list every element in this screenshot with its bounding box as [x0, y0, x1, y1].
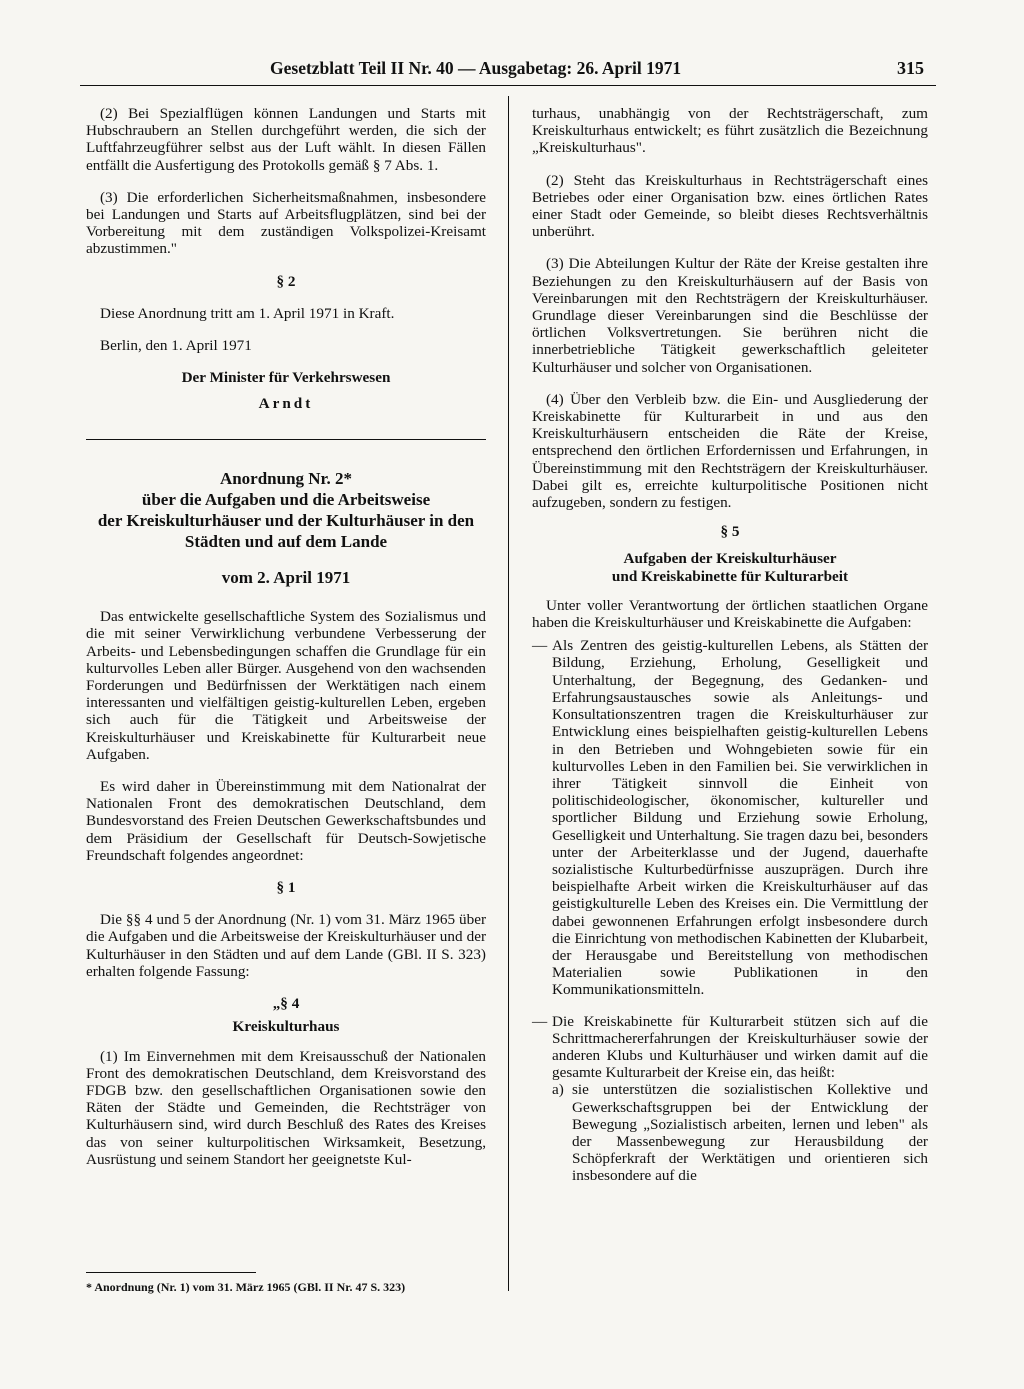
section-4-paragraph-1: (1) Im Einvernehmen mit dem Kreisausschuß der Nationalen Front des demokratischen Deutschland, dem Kreisvorstand des FDGB bzw. den gesellschaftlichen Organisationen sowie den Räten der Städte und Gemeinden, die Rechtsträger von Kulturhäusern sind, wird durch Beschluß des Rates des Kreises das von seiner kulturpolitischen Wirksamkeit, Besetzung, Ausrüstung und seinem Standort her geeignetste Kul-	[86, 1047, 486, 1168]
section-4-paragraph-4: (4) Über den Verbleib bzw. die Ein- und Ausgliederung der Kreiskabinette für Kulturarbeit in und aus den Kreiskulturhäusern entscheiden die Räte der Kreise, entsprechend den örtlichen Erfordernissen und Erfahrungen, in Übereinstimmung mit den Rechtsträgern der Kreiskulturhäuser. Dabei gilt es, erreichte kulturpolitische Positionen nicht aufzugeben, sondern zu festigen.	[532, 390, 928, 512]
paragraph-date-place: Berlin, den 1. April 1971	[100, 337, 252, 355]
paragraph-3-sicherheit: (3) Die erforderlichen Sicherheitsmaßnahmen, insbesondere bei Landungen und Starts auf Arbeitsflugplätzen, sind bei der Vorbereitung mit dem zuständigen Volkspolizei-Kreisamt abzustimmen."	[86, 188, 486, 258]
paragraph-2-landungen: (2) Bei Spezialflügen können Landungen und Starts mit Hubschraubern an Stellen durchgeführt werden, die sich der Luftfahrzeugführer selbst aus der Luft wählt. In diesen Fällen entfällt die Ausfertigung des Protokolls gemäß § 7 Abs. 1.	[86, 105, 486, 174]
section-4-title: Kreiskulturhaus	[232, 1018, 340, 1036]
section-4-paragraph-3: (3) Die Abteilungen Kultur der Räte der Kreise gestalten ihre Beziehungen zu den Kreiskulturhäusern auf der Basis von Vereinbarungen mit den Rechtsträgern der Kreiskulturhäuser. Grundlage dieser Vereinbarungen sind die Beschlüsse der örtlichen Volksvertretungen. Sie berühren nicht die innerbetriebliche Tätigkeit gewerkschaftlich geleiteter Kulturhäuser und solcher von Organisationen.	[532, 255, 928, 376]
section-5-intro: Unter voller Verantwortung der örtlichen staatlichen Organe haben die Kreiskulturhäuser und Kreiskabinette die Aufgaben:	[532, 596, 928, 632]
signature-title: Der Minister für Verkehrswesen	[181, 369, 391, 387]
column-divider	[508, 96, 509, 1291]
page-number: 315	[897, 58, 924, 78]
ordinance-title-line-1: Anordnung Nr. 2*	[219, 469, 353, 489]
section-5-heading: § 5	[720, 523, 740, 541]
sub-list-text-a: sie unterstützen die sozialistischen Kollektive und Gewerkschaftsgruppen bei der Entwicklung der Bewegung „Sozialistisch arbeiten, lernen und leben" als der Massenbewegung zur Herausbildung der Schöpferkraft der Werktätigen und orientieren sich insbesondere auf die	[572, 1081, 928, 1185]
section-2-heading: § 2	[276, 272, 296, 290]
section-5-title-line-1: Aufgaben der Kreiskulturhäuser	[623, 550, 837, 568]
header-rule	[80, 85, 936, 86]
section-4-heading: „§ 4	[272, 995, 300, 1013]
paragraph-inkraft: Diese Anordnung tritt am 1. April 1971 in Kraft.	[100, 304, 395, 322]
ordinance-title-line-3: der Kreiskulturhäuser und der Kulturhäuser in den	[97, 511, 475, 531]
list-item	[532, 637, 928, 998]
section-1-text: Die §§ 4 und 5 der Anordnung (Nr. 1) vom 31. März 1965 über die Aufgaben und die Arbeitsweise der Kreiskulturhäuser und der Kulturhäuser in den Städten und auf dem Lande (GBl. II S. 323) erhalten folgende Fassung:	[86, 911, 486, 980]
signature-name: Arndt	[258, 395, 314, 413]
section-4-paragraph-2: (2) Steht das Kreiskulturhaus in Rechtsträgerschaft eines Betriebes oder einer Organisation bzw. eines örtlichen Rates einer Stadt oder Gemeinde, so bleibt dieses Rechtsverhältnis unberührt.	[532, 171, 928, 241]
separator-rule	[86, 439, 486, 440]
section-4-paragraph-1-continued: turhaus, unabhängig von der Rechtsträgerschaft, zum Kreiskulturhaus entwickelt; es führt zusätzlich die Bezeichnung „Kreiskulturhaus".	[532, 105, 928, 157]
footnote-rule	[86, 1272, 256, 1273]
ordinance-title-line-4: Städten und auf dem Lande	[184, 532, 388, 552]
ordinance-date: vom 2. April 1971	[221, 568, 351, 588]
list-dash: —	[532, 1012, 548, 1030]
ordinance-title-line-2: über die Aufgaben und die Arbeitsweise	[141, 490, 431, 510]
list-item-text-1: Als Zentren des geistig-kulturellen Lebens, als Stätten der Bildung, Erziehung, Erholung, Geselligkeit und Unterhaltung, der Begegnung, des Gedanken- und Erfahrungsaustausches sowie als Anleitungs- und Konsultationszentren tragen die Kreiskulturhäuser zur Entwicklung eines beispielhaften geistig-kulturellen Lebens in den Betrieben und Wohngebieten sowie für ein kulturvolles Leben in den Familien bei. Sie verwirklichen in ihrer Tätigkeit sinnvoll die Einheit von politischideologischer, ökonomischer, kultureller und sportlicher Bildung und Erziehung sowie Erholung, Geselligkeit und Unterhaltung. Sie tragen dazu bei, besonders unter der Arbeiterklasse und der Jugend, dauerhafte sozialistische Kulturbedürfnisse auszuprägen. Durch ihre beispielhafte Arbeit wirken die Kreiskulturhäuser auf das geistigkulturelle Leben des Kreises ein. Die Vermittlung der dabei gewonnenen Erfahrungen erfolgt insbesondere durch die Einrichtung von methodischen Kabinetten der Klubarbeit, der Herausgabe und Bereitstellung von methodischen Materialien sowie Publikationen in den Kommunikationsmitteln.	[552, 637, 928, 999]
preamble-paragraph-2: Es wird daher in Übereinstimmung mit dem Nationalrat der Nationalen Front des demokratischen Deutschland, dem Bundesvorstand des Freien Deutschen Gewerkschaftsbundes und dem Präsidium der Gesellschaft für Deutsch-Sowjetische Freundschaft folgendes angeordnet:	[86, 778, 486, 864]
sub-list-label-a: a)	[552, 1081, 564, 1099]
preamble-paragraph-1: Das entwickelte gesellschaftliche System des Sozialismus und die mit seiner Verwirklichung verbundene Verbesserung der Arbeits- und Lebensbedingungen schaffen die Grundlage für ein kulturvolles Leben aller Bürger. Ausgehend von den wachsenden Forderungen und Bedürfnissen der Werktätigen nach einem interessanten und vielfältigen geistig-kulturellen Leben, ergeben sich auch für die Tätigkeit und Arbeitsweise der Kreiskulturhäuser und Kreiskabinette für Kulturarbeit neue Aufgaben.	[86, 608, 486, 763]
list-item-text-2: Die Kreiskabinette für Kulturarbeit stützen sich auf die Schrittmachererfahrungen der Kreiskulturhäuser sowie der anderen Klubs und Kulturhäuser und wirken damit auf die gesamte Kulturarbeit der Kreise ein, das heißt:	[552, 1012, 928, 1082]
list-item	[532, 1013, 928, 1185]
section-5-title-line-2: und Kreiskabinette für Kulturarbeit	[611, 567, 849, 585]
sub-list-item-a	[552, 1081, 928, 1184]
section-5-title	[532, 550, 928, 584]
ordinance-title	[86, 468, 486, 552]
section-1-heading: § 1	[276, 879, 296, 897]
left-column	[86, 105, 486, 1183]
right-column	[532, 105, 928, 1187]
list-dash: —	[532, 637, 548, 655]
page-header	[80, 58, 936, 88]
header-title: Gesetzblatt Teil II Nr. 40 — Ausgabetag: 26. April 1971	[270, 58, 682, 78]
footnote: * Anordnung (Nr. 1) vom 31. März 1965 (GBl. II Nr. 47 S. 323)	[86, 1280, 406, 1294]
